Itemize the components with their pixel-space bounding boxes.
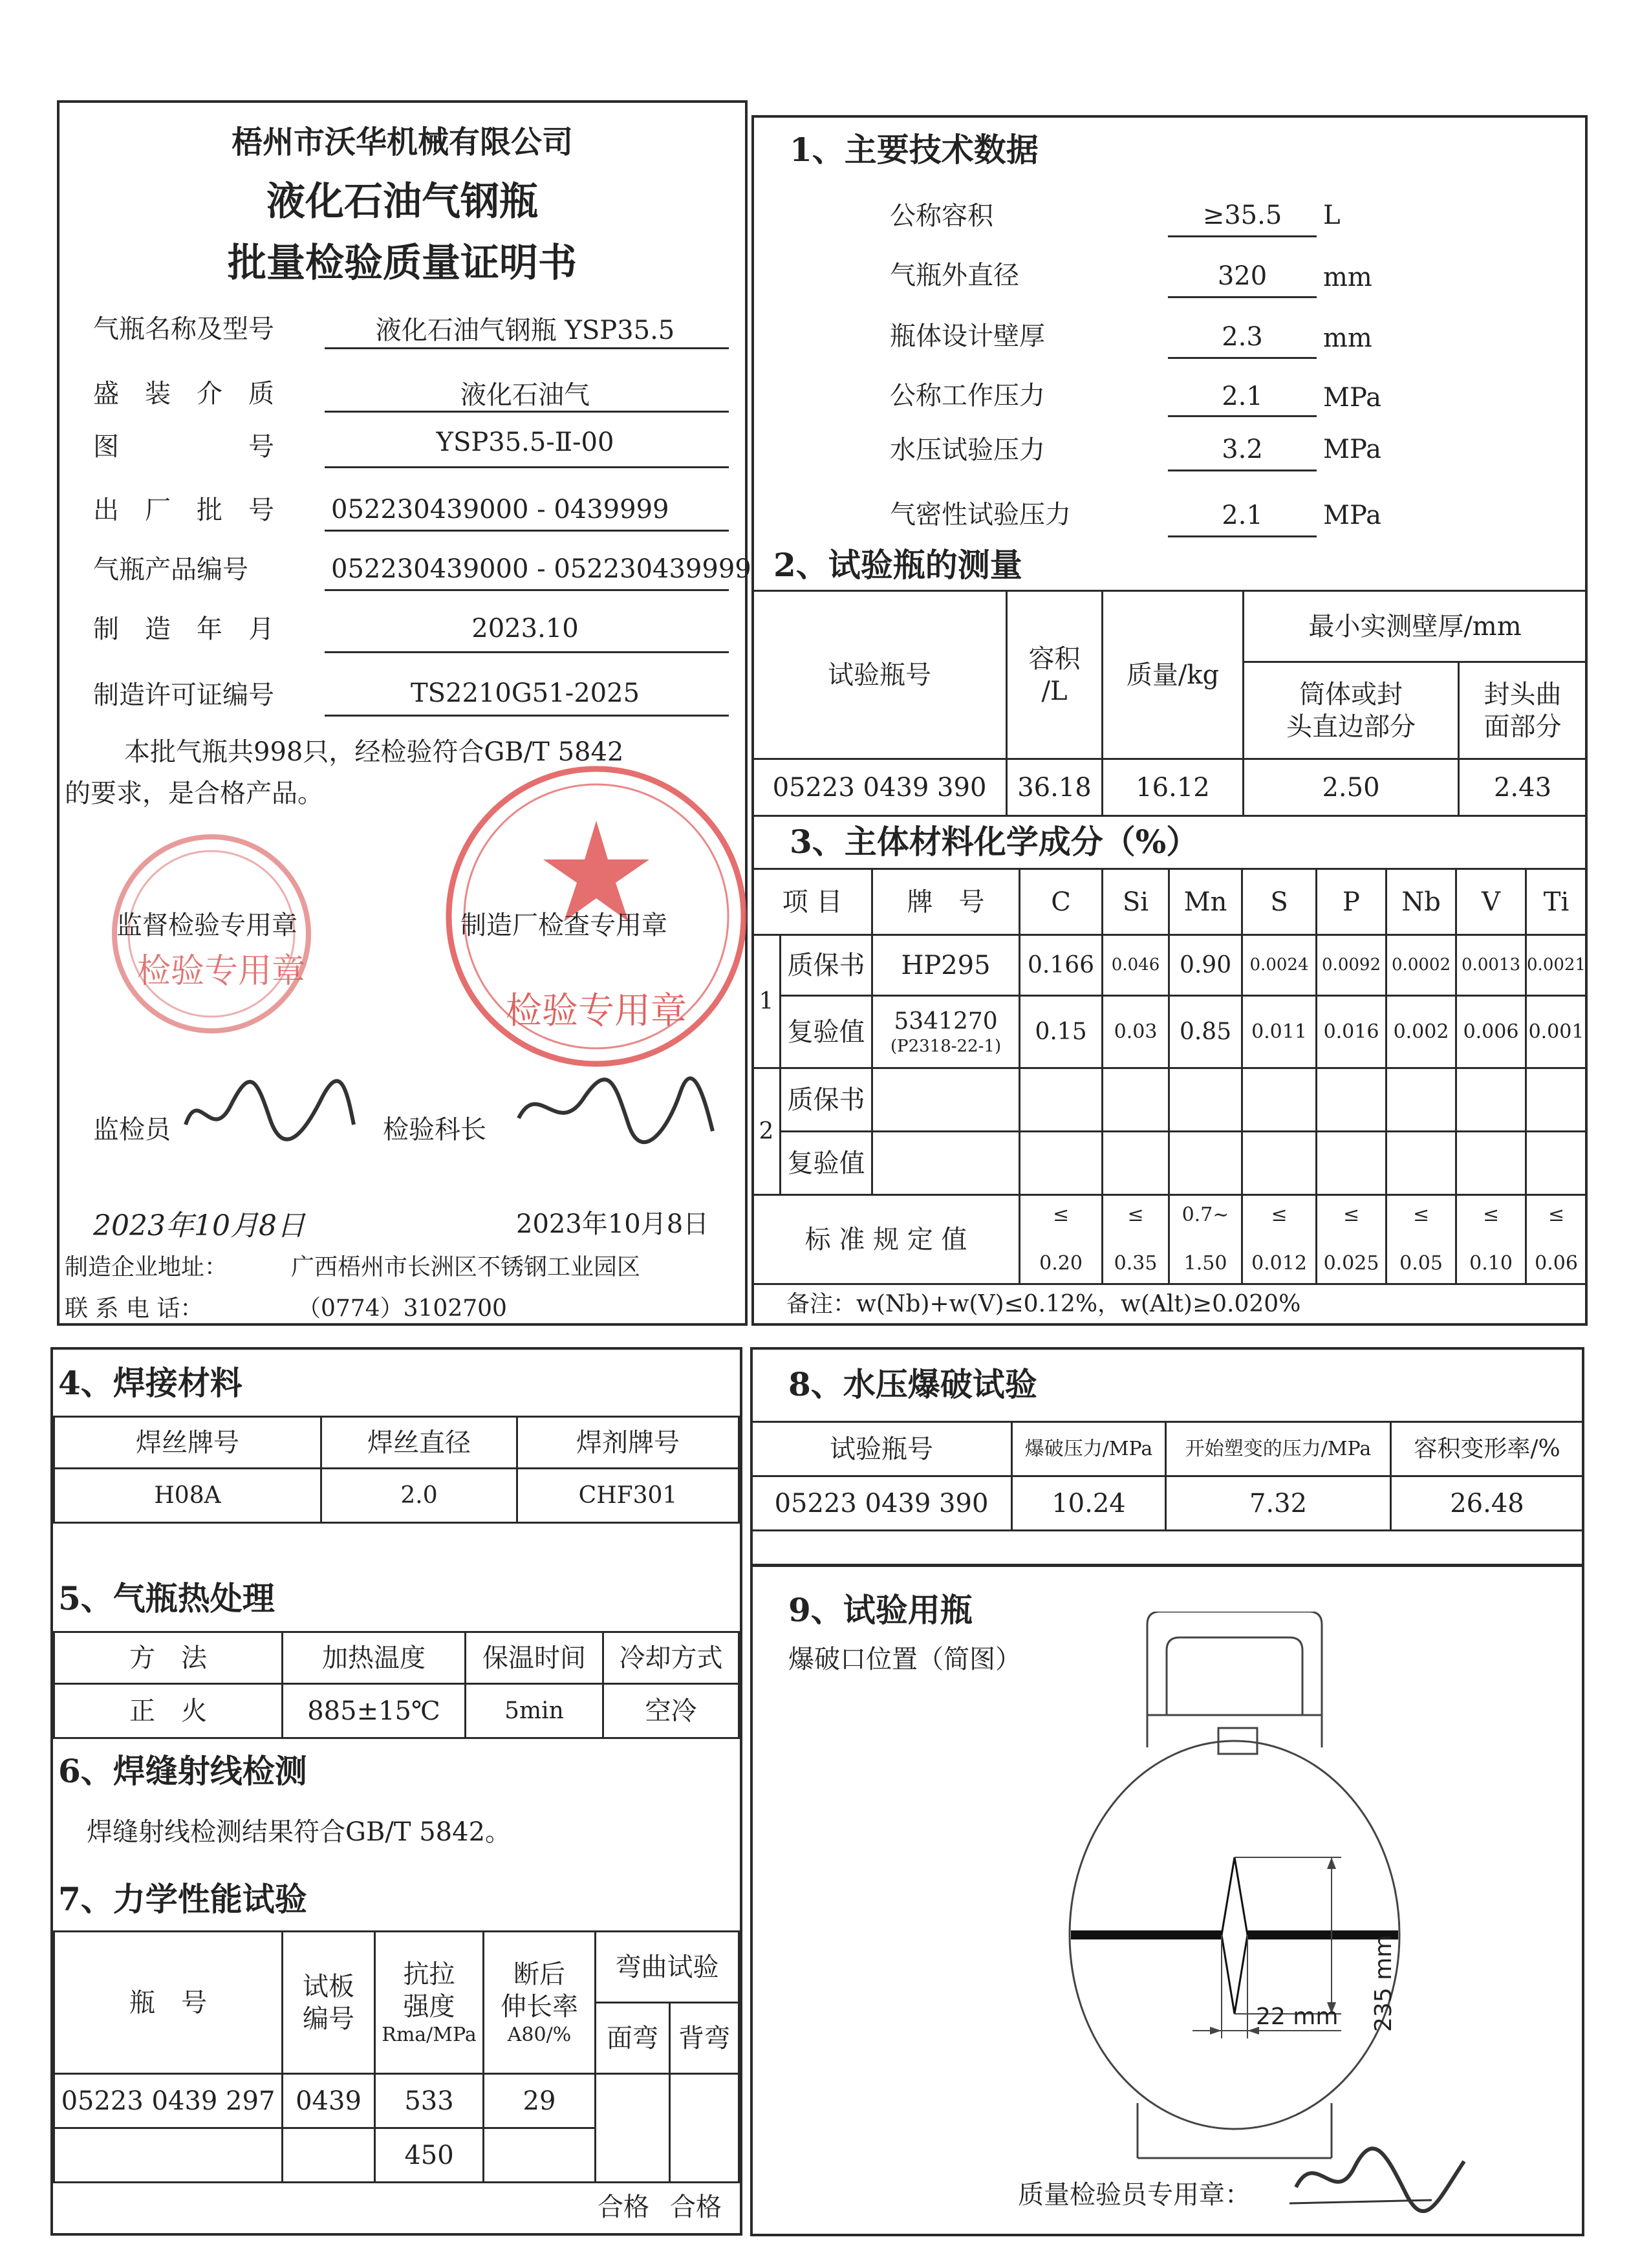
tech-value-hydro-pressure: 3.2 xyxy=(1222,435,1263,464)
s3-r2-Ti: 0.001 xyxy=(1526,996,1587,1068)
burst-test-panel xyxy=(750,1347,1584,1567)
s3-r2-Mn: 0.85 xyxy=(1169,996,1242,1068)
mechanical-test-table xyxy=(53,1930,740,2183)
s3-r2-label: 复验值 xyxy=(781,996,872,1068)
s2-h-side: 筒体或封 头直边部分 xyxy=(1244,662,1459,759)
s3-group-1: 1 xyxy=(753,935,781,1068)
table-cell xyxy=(1526,1132,1587,1195)
table-cell xyxy=(1317,1068,1387,1132)
s3-r2-Nb: 0.002 xyxy=(1387,996,1456,1068)
s3-r2-C: 0.15 xyxy=(1020,996,1103,1068)
info-value-medium: 液化石油气 xyxy=(460,380,590,410)
chief-label: 检验科长 xyxy=(383,1115,486,1145)
s3-r1-S: 0.0024 xyxy=(1242,935,1317,996)
s3-h-V: V xyxy=(1456,869,1526,935)
s3-r1-Ti: 0.0021 xyxy=(1526,935,1587,996)
s2-h-min: 最小实测壁厚/mm xyxy=(1244,591,1587,662)
s3-r4-label: 复验值 xyxy=(781,1132,872,1195)
table-cell xyxy=(1103,1068,1169,1132)
s4-h-dia: 焊丝直径 xyxy=(321,1417,517,1469)
table-cell xyxy=(1020,1068,1103,1132)
s7-r2-tensile: 450 xyxy=(375,2128,484,2183)
s8-h-no: 试验瓶号 xyxy=(751,1422,1012,1476)
s3-std-Nb: ≤ 0.05 xyxy=(1387,1195,1456,1284)
s2-h-head: 封头曲 面部分 xyxy=(1459,662,1587,759)
s3-h-Ti: Ti xyxy=(1526,869,1587,935)
s3-h-S: S xyxy=(1242,869,1317,935)
s8-burst: 10.24 xyxy=(1012,1476,1166,1531)
s4-wire: H08A xyxy=(54,1469,321,1523)
s3-h-grade: 牌 号 xyxy=(872,869,1020,935)
company-name: 梧州市沃华机械有限公司 xyxy=(231,124,573,160)
s5-h-method: 方 法 xyxy=(54,1632,283,1684)
s3-r1-Si: 0.046 xyxy=(1103,935,1169,996)
s4-dia: 2.0 xyxy=(321,1469,517,1523)
s3-std-Ti: ≤ 0.06 xyxy=(1526,1195,1587,1284)
conformity-statement-1: 本批气瓶共998只，经检验符合GB/T 5842 xyxy=(124,737,624,767)
chemical-composition-table xyxy=(751,868,1588,1285)
sec9-subtitle: 爆破口位置（简图） xyxy=(788,1645,1021,1674)
qc-stamp-label: 质量检验员专用章： xyxy=(1018,2180,1251,2210)
s3-std-Mn: 0.7~ 1.50 xyxy=(1169,1195,1242,1284)
s3-h-Si: Si xyxy=(1103,869,1169,935)
table-cell xyxy=(54,2128,283,2183)
s3-r2-Si: 0.03 xyxy=(1103,996,1169,1068)
supervision-stamp-label: 监督检验专用章 xyxy=(116,911,297,940)
table-cell xyxy=(1456,1068,1526,1132)
sec2-title: 2、试验瓶的测量 xyxy=(773,546,1022,584)
s2-head: 2.43 xyxy=(1459,759,1587,816)
sec6-title: 6、焊缝射线检测 xyxy=(58,1752,307,1790)
sec7-title: 7、力学性能试验 xyxy=(58,1880,307,1918)
tech-value-thickness: 2.3 xyxy=(1222,322,1263,352)
s8-h-burst: 爆破压力/MPa xyxy=(1012,1422,1166,1476)
s3-r1-label: 质保书 xyxy=(781,935,872,996)
s7-h-back: 背弯 xyxy=(670,2003,739,2074)
address-label: 制造企业地址： xyxy=(65,1254,228,1280)
table-cell xyxy=(1169,1068,1242,1132)
tech-label-leak-pressure: 气密性试验压力 xyxy=(890,500,1071,530)
s2-h-mass: 质量/kg xyxy=(1103,591,1244,759)
tech-unit-work-pressure: MPa xyxy=(1323,383,1381,413)
test-cylinder-panel xyxy=(750,1564,1584,2236)
s8-h-yield: 开始塑变的压力/MPa xyxy=(1166,1422,1391,1476)
inspector-signature xyxy=(173,1066,367,1160)
s2-h-no: 试验瓶号 xyxy=(753,591,1007,759)
info-label-license: 制造许可证编号 xyxy=(93,680,274,710)
s2-side: 2.50 xyxy=(1244,759,1459,816)
heat-treatment-table xyxy=(53,1631,740,1739)
s3-h-C: C xyxy=(1020,869,1103,935)
sec5-title: 5、气瓶热处理 xyxy=(58,1579,275,1617)
sec1-title: 1、主要技术数据 xyxy=(790,131,1039,169)
s3-r1-grade: HP295 xyxy=(872,935,1020,996)
s3-h-Mn: Mn xyxy=(1169,869,1242,935)
process-panel xyxy=(50,1347,742,2236)
s4-h-flux: 焊剂牌号 xyxy=(517,1417,739,1469)
s7-h-plate: 试板 编号 xyxy=(283,1932,375,2074)
table-cell xyxy=(1242,1068,1317,1132)
sec6-text: 焊缝射线检测结果符合GB/T 5842。 xyxy=(87,1817,512,1847)
info-label-name: 气瓶名称及型号 xyxy=(93,314,274,344)
tech-unit-hydro-pressure: MPa xyxy=(1323,435,1381,464)
info-value-serial: 052230439000 - 052230439999 xyxy=(331,554,751,584)
table-cell xyxy=(872,1068,1020,1132)
tech-value-diameter: 320 xyxy=(1217,261,1268,291)
inspector-date: 2023年10月8日 xyxy=(93,1209,305,1242)
sample-measurement-table xyxy=(751,590,1588,817)
inspector-label: 监检员 xyxy=(93,1115,171,1145)
tech-unit-volume: L xyxy=(1323,200,1341,230)
welding-material-table xyxy=(53,1416,740,1524)
s7-r1-elong: 29 xyxy=(484,2074,596,2128)
s5-h-cool: 冷却方式 xyxy=(603,1632,739,1684)
s3-note: 备注：w(Nb)+w(V)≤0.12%，w(Alt)≥0.020% xyxy=(786,1291,1301,1317)
info-label-batch: 出 厂 批 号 xyxy=(93,495,274,525)
s7-h-elong: 断后 伸长率 A80/% xyxy=(484,1932,596,2074)
s3-h-item: 项 目 xyxy=(753,869,872,935)
phone-value: （0774）3102700 xyxy=(297,1295,507,1322)
s3-r1-Nb: 0.0002 xyxy=(1387,935,1456,996)
tech-unit-diameter: mm xyxy=(1323,263,1372,292)
s3-h-Nb: Nb xyxy=(1387,869,1456,935)
info-value-drawing: YSP35.5-Ⅱ-00 xyxy=(436,427,614,457)
info-label-drawing: 图 号 xyxy=(93,432,274,462)
s3-r1-V: 0.0013 xyxy=(1456,935,1526,996)
table-cell xyxy=(1103,1132,1169,1195)
supervision-stamp-text: 检验专用章 xyxy=(137,952,306,991)
s3-group-2: 2 xyxy=(753,1068,781,1195)
table-cell xyxy=(1317,1132,1387,1195)
qc-signature xyxy=(1283,2142,1477,2216)
address-value: 广西梧州市长洲区不锈钢工业园区 xyxy=(291,1254,641,1280)
s7-h-no: 瓶 号 xyxy=(54,1932,283,2074)
s7-r1-plate: 0439 xyxy=(283,2074,375,2128)
s7-back-cell xyxy=(670,2074,739,2183)
s2-vol: 36.18 xyxy=(1007,759,1103,816)
s8-deform: 26.48 xyxy=(1391,1476,1584,1531)
s7-r1-no: 05223 0439 297 xyxy=(54,2074,283,2128)
info-value-license: TS2210G51-2025 xyxy=(410,678,640,708)
s7-r2-back: 合格 xyxy=(670,2192,722,2222)
s3-r2-V: 0.006 xyxy=(1456,996,1526,1068)
sec8-title: 8、水压爆破试验 xyxy=(788,1365,1037,1403)
tech-value-volume: ≥35.5 xyxy=(1202,200,1282,230)
tech-label-volume: 公称容积 xyxy=(890,201,993,231)
info-label-medium: 盛 装 介 质 xyxy=(93,379,274,409)
table-cell xyxy=(1456,1132,1526,1195)
s5-hold: 5min xyxy=(466,1684,603,1738)
s3-h-P: P xyxy=(1317,869,1387,935)
info-label-date: 制 造 年 月 xyxy=(93,614,274,644)
info-value-name: 液化石油气钢瓶 YSP35.5 xyxy=(375,316,675,345)
s3-std-V: ≤ 0.10 xyxy=(1456,1195,1526,1284)
tech-label-work-pressure: 公称工作压力 xyxy=(890,381,1045,411)
phone-label: 联 系 电 话： xyxy=(65,1295,204,1322)
chief-signature xyxy=(512,1066,719,1160)
s3-std-label: 标 准 规 定 值 xyxy=(753,1195,1020,1284)
s2-h-vol: 容积 /L xyxy=(1007,591,1103,759)
table-cell xyxy=(1387,1132,1456,1195)
tech-unit-leak-pressure: MPa xyxy=(1323,501,1381,530)
table-cell xyxy=(1526,1068,1587,1132)
s3-r3-label: 质保书 xyxy=(781,1068,872,1132)
document-title-2: 批量检验质量证明书 xyxy=(228,241,577,286)
table-cell xyxy=(1169,1132,1242,1195)
tech-value-work-pressure: 2.1 xyxy=(1222,382,1263,411)
table-cell xyxy=(872,1132,1020,1195)
s7-h-bend: 弯曲试验 xyxy=(596,1932,739,2003)
s4-flux: CHF301 xyxy=(517,1469,739,1523)
tech-label-diameter: 气瓶外直径 xyxy=(890,261,1019,290)
dim-horizontal-label: 22 mm xyxy=(1256,2003,1339,2030)
info-value-date: 2023.10 xyxy=(471,614,579,643)
s3-r2-grade: 5341270 (P2318-22-1) xyxy=(872,996,1020,1068)
s5-method: 正 火 xyxy=(54,1684,283,1738)
dim-vertical-label: 235 mm xyxy=(1370,1934,1397,2032)
tech-label-thickness: 瓶体设计壁厚 xyxy=(890,321,1045,351)
s8-yield: 7.32 xyxy=(1166,1476,1391,1531)
sec4-title: 4、焊接材料 xyxy=(58,1364,243,1402)
s3-std-S: ≤ 0.012 xyxy=(1242,1195,1317,1284)
conformity-statement-2: 的要求，是合格产品。 xyxy=(65,779,323,808)
chief-date: 2023年10月8日 xyxy=(516,1209,709,1239)
s7-h-tensile: 抗拉 强度 Rma/MPa xyxy=(375,1932,484,2074)
s3-r1-C: 0.166 xyxy=(1020,935,1103,996)
cylinder-diagram xyxy=(1037,1612,1490,2161)
s8-no: 05223 0439 390 xyxy=(751,1476,1012,1531)
table-cell xyxy=(1242,1132,1317,1195)
table-cell xyxy=(484,2128,596,2183)
s5-temp: 885±15℃ xyxy=(283,1684,466,1738)
factory-stamp-label: 制造厂检查专用章 xyxy=(460,911,667,940)
s8-h-deform: 容积变形率/% xyxy=(1391,1422,1584,1476)
s7-r2-face: 合格 xyxy=(598,2192,649,2222)
s3-std-Si: ≤ 0.35 xyxy=(1103,1195,1169,1284)
sec3-title: 3、主体材料化学成分（%） xyxy=(790,823,1199,861)
document-title-1: 液化石油气钢瓶 xyxy=(266,179,538,224)
tech-unit-thickness: mm xyxy=(1323,323,1372,353)
info-label-serial: 气瓶产品编号 xyxy=(93,555,248,585)
s2-no: 05223 0439 390 xyxy=(753,759,1007,816)
tech-label-hydro-pressure: 水压试验压力 xyxy=(890,435,1045,465)
table-cell xyxy=(283,2128,375,2183)
s3-r1-Mn: 0.90 xyxy=(1169,935,1242,996)
s7-face-cell xyxy=(596,2074,670,2183)
s5-h-temp: 加热温度 xyxy=(283,1632,466,1684)
s5-cool: 空冷 xyxy=(603,1684,739,1738)
burst-test-table xyxy=(750,1421,1584,1531)
s3-r2-S: 0.011 xyxy=(1242,996,1317,1068)
s3-std-C: ≤ 0.20 xyxy=(1020,1195,1103,1284)
s7-r1-tensile: 533 xyxy=(375,2074,484,2128)
s3-r2-P: 0.016 xyxy=(1317,996,1387,1068)
tech-value-leak-pressure: 2.1 xyxy=(1222,501,1263,530)
sec9-title: 9、试验用瓶 xyxy=(788,1591,973,1629)
factory-stamp-text: 检验专用章 xyxy=(506,990,687,1032)
s5-h-hold: 保温时间 xyxy=(466,1632,603,1684)
s7-h-face: 面弯 xyxy=(596,2003,670,2074)
s4-h-wire: 焊丝牌号 xyxy=(54,1417,321,1469)
s2-mass: 16.12 xyxy=(1103,759,1244,816)
table-cell xyxy=(1387,1068,1456,1132)
certificate-header-panel xyxy=(57,100,751,1326)
s3-std-P: ≤ 0.025 xyxy=(1317,1195,1387,1284)
table-cell xyxy=(1020,1132,1103,1195)
info-value-batch: 052230439000 - 0439999 xyxy=(331,495,669,524)
test-data-panel xyxy=(751,115,1588,1326)
s3-r1-P: 0.0092 xyxy=(1317,935,1387,996)
